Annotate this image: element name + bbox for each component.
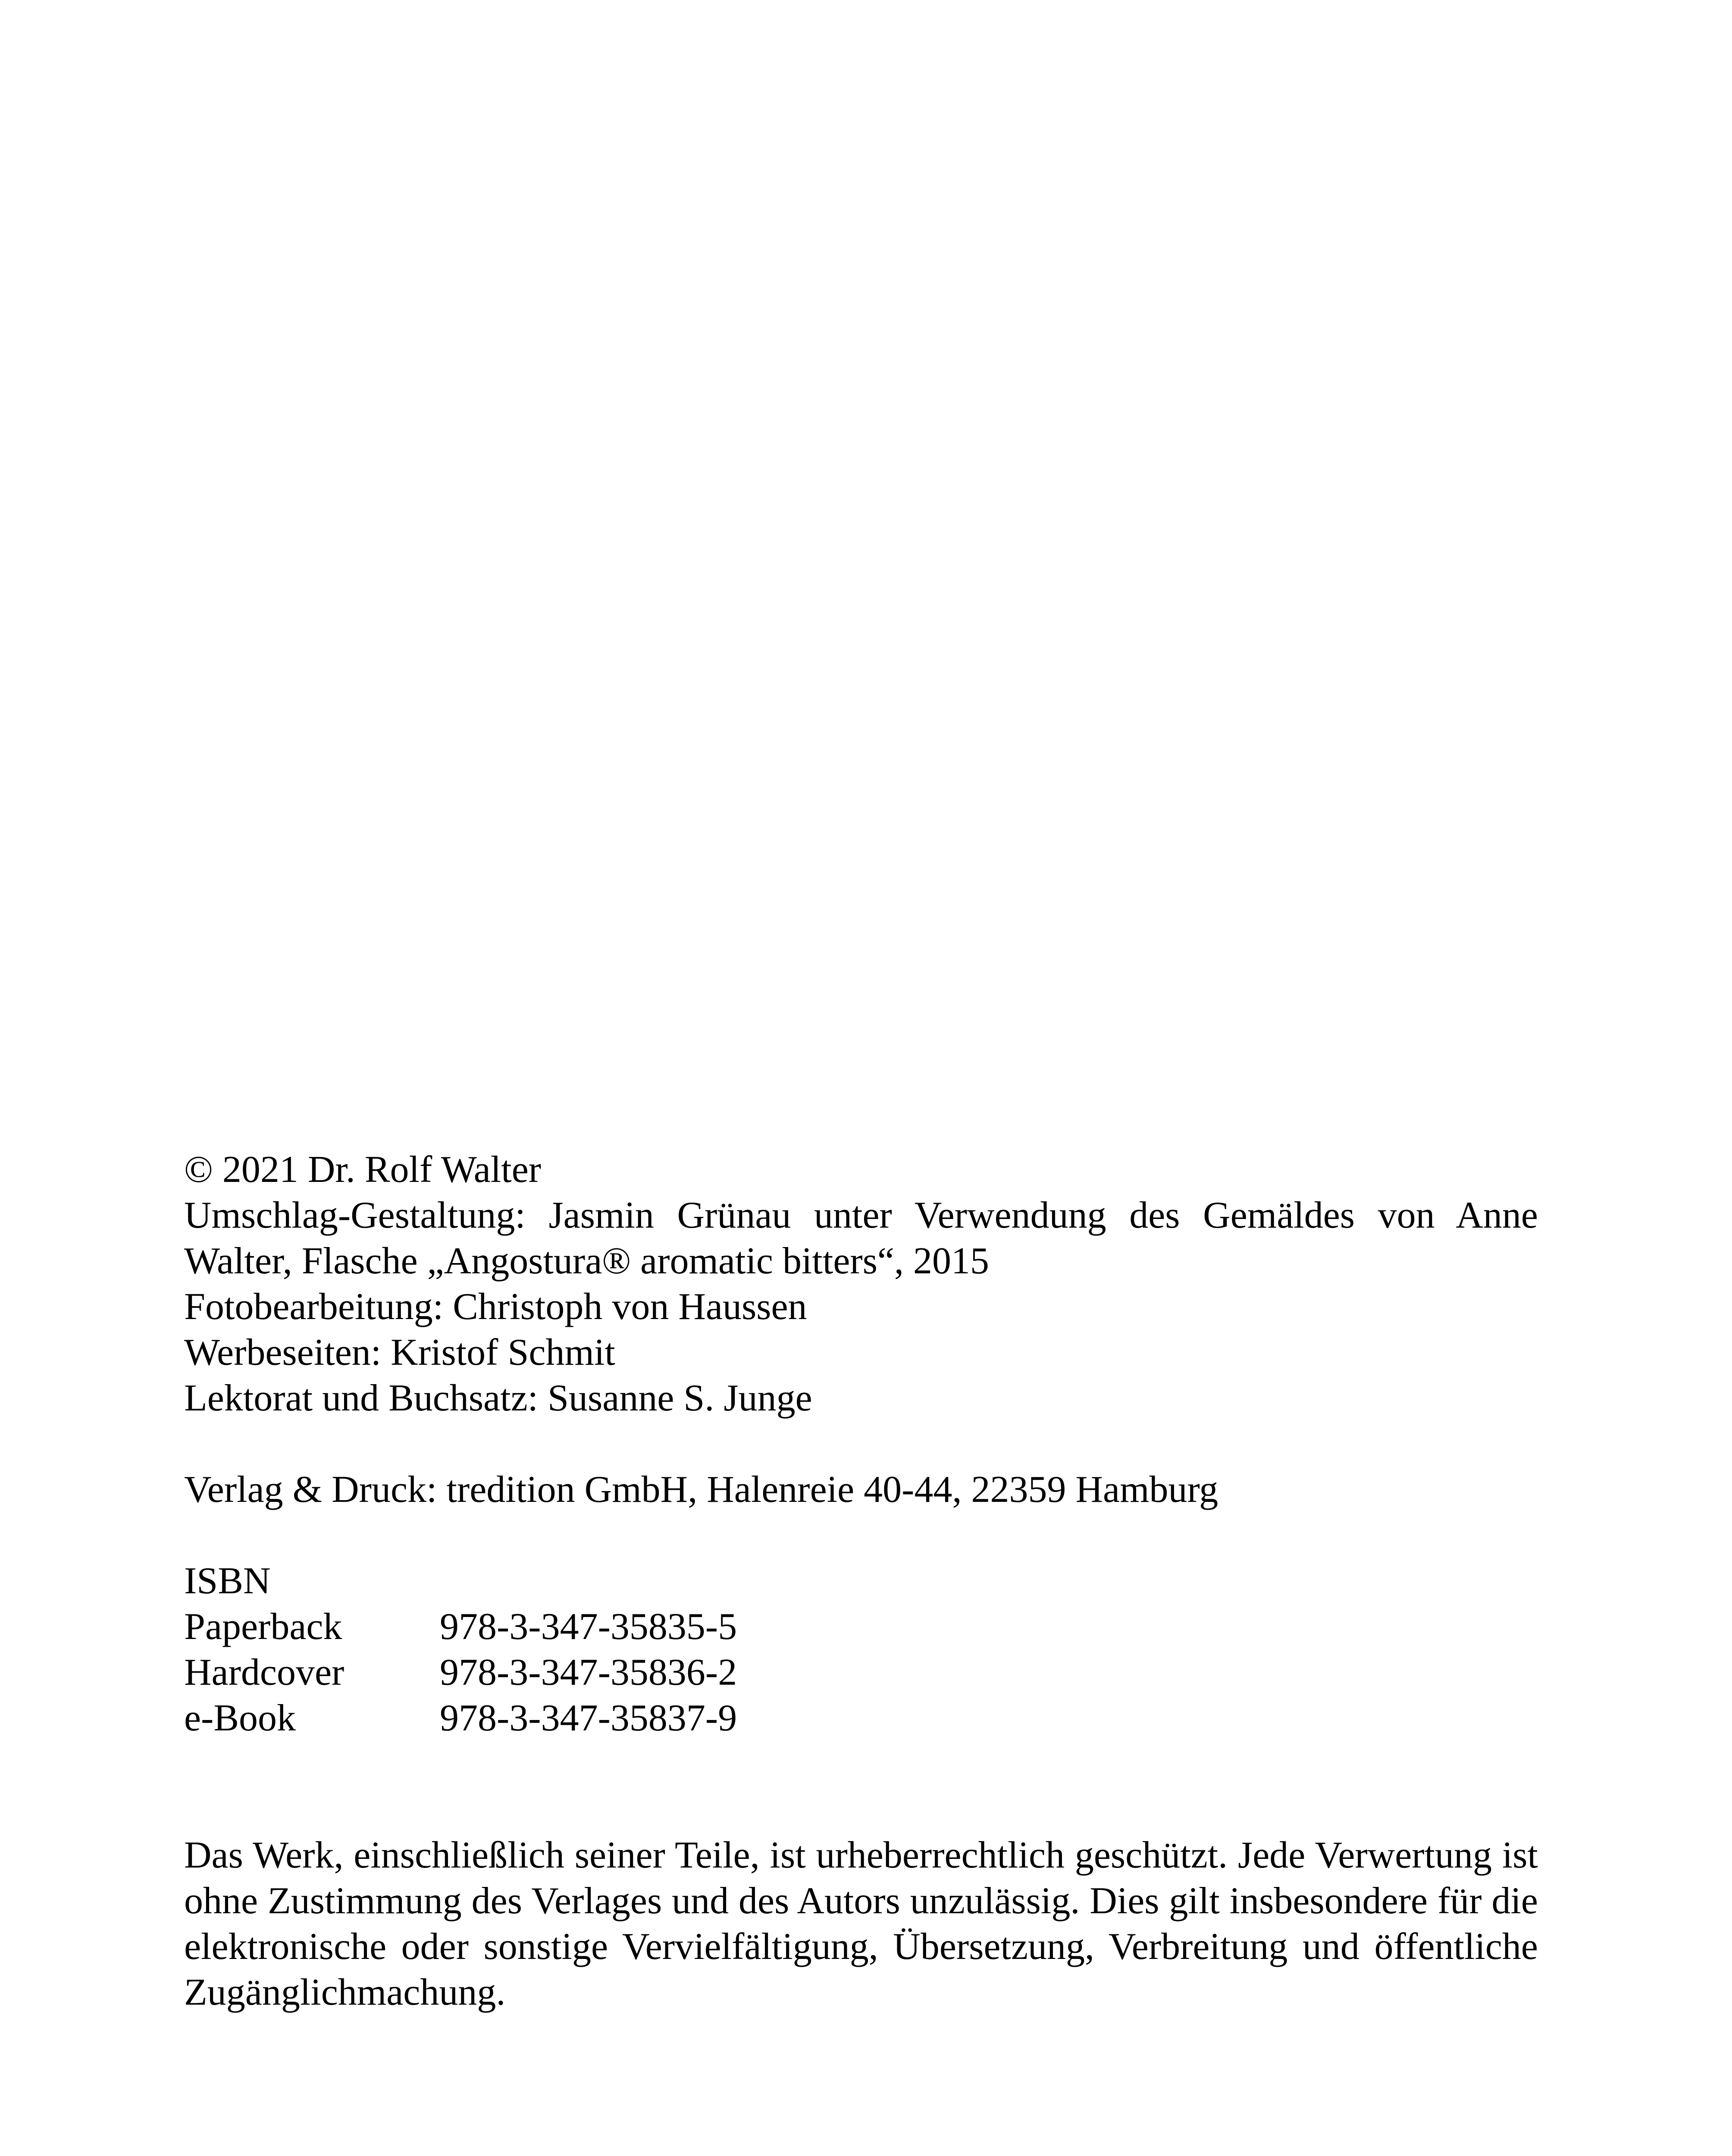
isbn-format-label: e-Book xyxy=(184,1697,296,1739)
isbn-number: 978-3-347-35837-9 xyxy=(440,1697,737,1739)
isbn-number: 978-3-347-35836-2 xyxy=(440,1651,737,1693)
copyright-line: © 2021 Dr. Rolf Walter xyxy=(184,1149,542,1191)
isbn-format-label: Hardcover xyxy=(184,1651,345,1693)
isbn-row xyxy=(184,1650,1538,1695)
spacer xyxy=(184,1741,1538,1787)
editing-typesetting-credit: Lektorat und Buchsatz: Susanne S. Junge xyxy=(184,1377,812,1419)
cover-design-credit: Umschlag-Gestaltung: Jasmin Grünau unter Verwendung des Gemäldes von Anne Walter, Flasche „Angostura® aromatic bitters“, 2015 xyxy=(184,1194,1538,1282)
imprint-block xyxy=(184,1147,1538,2015)
isbn-row xyxy=(184,1695,1538,1741)
copyright-notice: Das Werk, einschließlich seiner Teile, ist urheberrechtlich geschützt. Jede Verwertung ist ohne Zustimmung des Verlages und des Autors unzulässig. Dies gilt insbesondere für die elektronische oder sonstige Vervielfältigung, Übersetzung, Verbreitung und öffentliche Zugänglichmachung. xyxy=(184,1834,1538,2013)
spacer xyxy=(184,1787,1538,1833)
spacer xyxy=(184,1421,1538,1467)
spacer xyxy=(184,1513,1538,1558)
ad-pages-credit: Werbeseiten: Kristof Schmit xyxy=(184,1332,615,1373)
photo-editing-credit: Fotobearbeitung: Christoph von Haussen xyxy=(184,1286,807,1328)
isbn-format-label: Paperback xyxy=(184,1606,342,1648)
isbn-number: 978-3-347-35835-5 xyxy=(440,1606,737,1648)
isbn-heading: ISBN xyxy=(184,1560,271,1602)
publisher-line: Verlag & Druck: tredition GmbH, Halenreie 40-44, 22359 Hamburg xyxy=(184,1469,1218,1510)
isbn-row xyxy=(184,1604,1538,1650)
